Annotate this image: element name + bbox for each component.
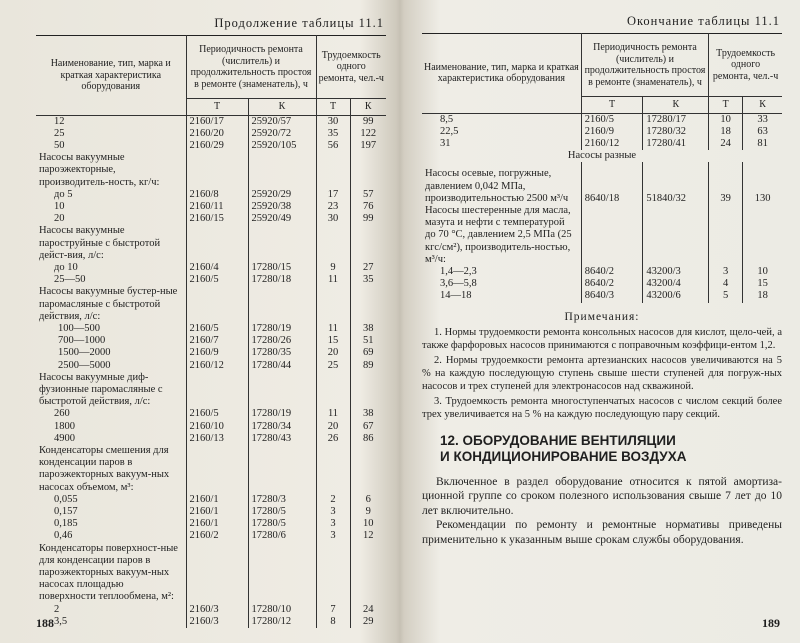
labor-k: 12 [363, 530, 374, 542]
header-name: Наименование, тип, марка и краткая характеристика оборудования [36, 36, 186, 116]
labor-t: 26 [316, 433, 350, 445]
table-row [36, 225, 386, 262]
equipment-name: 0,157 [36, 506, 186, 518]
period-t: 2160/10 [186, 421, 248, 433]
period-t: 2160/5 [186, 323, 248, 335]
period-t: 2160/1 [186, 494, 248, 506]
period-k: 17280/35 [248, 347, 316, 359]
period-t: 2160/2 [186, 530, 248, 542]
labor-k [350, 225, 386, 262]
header-period: Периодичность ремонта (числитель) и продолжительность простоя в ремонте (знаменатель), ч [186, 36, 316, 99]
labor-k: 10 [757, 265, 768, 277]
period-t: 2160/7 [186, 335, 248, 347]
header-k: К [350, 99, 386, 116]
equipment-name: Насосы вакуумные пароструйные с быстротой дейст-вия, л/с: [36, 225, 186, 262]
labor-t: 4 [709, 278, 743, 290]
period-k: 17280/32 [643, 126, 709, 138]
period-k: 25920/57 [248, 115, 316, 128]
table-row [36, 115, 386, 128]
table-row [422, 162, 782, 205]
equipment-name: 25—50 [36, 274, 186, 286]
table-row [36, 140, 386, 152]
labor-t: 10 [709, 113, 743, 126]
labor-k: 86 [363, 432, 374, 444]
note-3: 3. Трудоемкость ремонта многоступенчатых насосов с числом секций более трех увеличивается на 5 % на каждую последующую пару секций. [422, 395, 782, 420]
equipment-name: 1800 [36, 421, 186, 433]
header-name: Наименование, тип, марка и краткая характеристика оборудования [422, 34, 581, 114]
equipment-name: 3,5 [36, 616, 186, 628]
table-row [36, 189, 386, 201]
labor-k [350, 152, 386, 189]
header-t: Т [709, 97, 743, 114]
period-k: 17280/34 [248, 421, 316, 433]
labor-k: 29 [363, 615, 374, 627]
period-k: 51840/32 [643, 162, 709, 205]
period-t: 2160/13 [186, 433, 248, 445]
equipment-name: 10 [36, 201, 186, 213]
table-row [36, 274, 386, 286]
equipment-name: 1500—2000 [36, 347, 186, 359]
period-t: 2160/17 [186, 115, 248, 128]
labor-t [316, 372, 350, 409]
period-k: 17280/17 [643, 113, 709, 126]
equipment-name: 4900 [36, 433, 186, 445]
labor-k: 38 [363, 322, 374, 334]
labor-k [743, 205, 782, 266]
labor-k: 15 [757, 278, 768, 290]
period-t: 2160/4 [186, 262, 248, 274]
period-k: 25920/105 [248, 140, 316, 152]
period-k [248, 152, 316, 189]
equipment-name: 0,46 [36, 530, 186, 542]
period-k: 25920/29 [248, 189, 316, 201]
section-heading [440, 433, 782, 465]
equipment-name: Насосы вакуумные бустер-ные паромасляные с быстротой действия, л/с: [36, 286, 186, 323]
labor-t [316, 445, 350, 494]
header-labor: Трудоемкость одного ремонта, чел.-ч [709, 34, 782, 97]
labor-k: 99 [363, 115, 374, 127]
period-k: 17280/19 [248, 323, 316, 335]
period-k [643, 205, 709, 266]
period-k: 25920/38 [248, 201, 316, 213]
labor-k [350, 286, 386, 323]
labor-k: 6 [365, 493, 371, 505]
table-row [36, 347, 386, 359]
table-row [36, 152, 386, 189]
labor-t: 30 [316, 115, 350, 128]
table-row [422, 150, 782, 162]
period-t: 8640/2 [581, 266, 643, 278]
labor-k: 33 [757, 113, 768, 125]
labor-t: 18 [709, 126, 743, 138]
period-t: 2160/29 [186, 140, 248, 152]
period-k: 17280/41 [643, 138, 709, 150]
equipment-name: 100—500 [36, 323, 186, 335]
equipment-name: 14—18 [422, 290, 581, 302]
equipment-name: 2500—5000 [36, 360, 186, 372]
table-row [36, 445, 386, 494]
labor-k: 67 [363, 420, 374, 432]
right-page-number: 189 [762, 616, 780, 630]
period-k: 17280/15 [248, 262, 316, 274]
left-table [36, 35, 386, 628]
period-t: 2160/1 [186, 518, 248, 530]
table-row [36, 433, 386, 445]
header-k: К [743, 97, 782, 114]
labor-k: 76 [363, 200, 374, 212]
labor-t: 20 [316, 347, 350, 359]
labor-t [316, 286, 350, 323]
table-row [36, 262, 386, 274]
equipment-name: Конденсаторы смешения для конденсации паров в пароэжекторных вакуум-ных насосах объемом, м³: [36, 445, 186, 494]
labor-k: 99 [363, 213, 374, 225]
period-t: 8640/2 [581, 278, 643, 290]
period-k: 43200/4 [643, 278, 709, 290]
labor-t: 3 [316, 530, 350, 542]
table-row [36, 604, 386, 616]
table-row [36, 543, 386, 604]
equipment-name: 50 [36, 140, 186, 152]
header-t: Т [316, 99, 350, 116]
period-k: 17280/5 [248, 518, 316, 530]
labor-t [316, 152, 350, 189]
group-label: Насосы разные [567, 150, 637, 162]
period-k [248, 286, 316, 323]
header-t: Т [186, 99, 248, 116]
period-k: 17280/43 [248, 433, 316, 445]
period-k: 17280/10 [248, 604, 316, 616]
body-paragraph-2: Рекомендации по ремонту и ремонтные нормативы приведены применительно к указанным выше срокам службы оборудования. [422, 519, 782, 546]
period-k: 25920/72 [248, 128, 316, 140]
period-t [186, 152, 248, 189]
labor-k: 38 [363, 408, 374, 420]
equipment-name: Насосы вакуумные диф-фузионные паромасляные с быстротой действия, л/с: [36, 372, 186, 409]
table-row [422, 205, 782, 266]
table-row [422, 138, 782, 150]
period-k: 17280/19 [248, 408, 316, 420]
section-title-line-1: 12. ОБОРУДОВАНИЕ ВЕНТИЛЯЦИИ [440, 432, 676, 448]
period-t: 2160/5 [581, 113, 643, 126]
period-k: 17280/6 [248, 530, 316, 542]
table-row [422, 266, 782, 278]
period-k [248, 543, 316, 604]
equipment-name: 3,6—5,8 [422, 278, 581, 290]
labor-t: 20 [316, 421, 350, 433]
header-k: К [248, 99, 316, 116]
period-k: 43200/6 [643, 290, 709, 302]
equipment-name: до 5 [36, 189, 186, 201]
period-t: 8640/3 [581, 290, 643, 302]
labor-k [350, 543, 386, 604]
labor-t: 56 [316, 140, 350, 152]
right-continuation-label: Окончание таблицы 11.1 [626, 14, 780, 28]
table-row [422, 126, 782, 138]
equipment-name: 260 [36, 408, 186, 420]
labor-t: 25 [316, 360, 350, 372]
labor-k: 27 [363, 261, 374, 273]
period-k: 17280/3 [248, 494, 316, 506]
equipment-name: 12 [36, 115, 186, 128]
header-t: Т [581, 97, 643, 114]
period-t: 2160/9 [581, 126, 643, 138]
left-page-number: 188 [36, 616, 54, 630]
labor-t: 11 [316, 408, 350, 420]
table-row [36, 494, 386, 506]
labor-t: 2 [316, 494, 350, 506]
equipment-name: 31 [422, 138, 581, 150]
period-t: 2160/11 [186, 201, 248, 213]
labor-k: 197 [360, 139, 377, 151]
left-table-body [36, 115, 386, 628]
period-t [581, 205, 643, 266]
period-k [248, 372, 316, 409]
period-t: 2160/12 [581, 138, 643, 150]
labor-k: 63 [757, 125, 768, 137]
period-t: 2160/8 [186, 189, 248, 201]
table-row [36, 518, 386, 530]
table-row [36, 323, 386, 335]
period-k [248, 225, 316, 262]
labor-t: 15 [316, 335, 350, 347]
equipment-name: 20 [36, 213, 186, 225]
labor-k: 9 [365, 506, 371, 517]
right-table [422, 33, 782, 303]
period-t: 2160/5 [186, 408, 248, 420]
labor-t: 30 [316, 213, 350, 225]
right-page [400, 0, 800, 643]
section-title-line-2: И КОНДИЦИОНИРОВАНИЕ ВОЗДУХА [440, 448, 687, 464]
labor-k: 81 [757, 137, 768, 149]
labor-t: 11 [316, 323, 350, 335]
labor-t: 7 [316, 604, 350, 616]
equipment-name: Насосы осевые, погружные, давлением 0,042 МПа, производительностью 2500 м³/ч [422, 162, 581, 205]
period-k: 25920/49 [248, 213, 316, 225]
period-t [186, 445, 248, 494]
labor-t: 3 [316, 506, 350, 518]
notes-heading: Примечания: [564, 310, 640, 323]
labor-k: 57 [363, 188, 374, 200]
period-t: 8640/18 [581, 162, 643, 205]
period-t: 2160/15 [186, 213, 248, 225]
header-k: К [643, 97, 709, 114]
header-period: Периодичность ремонта (числитель) и продолжительность простоя в ремонте (знаменатель), ч [581, 34, 708, 97]
labor-t: 3 [709, 266, 743, 278]
note-1: 1. Нормы трудоемкости ремонта консольных насосов для кислот, щело-чей, а также фарфоровых насосов принимаются с поправочным коэффици-ентом 1,2. [422, 326, 782, 351]
labor-t: 23 [316, 201, 350, 213]
period-t [186, 225, 248, 262]
equipment-name: 22,5 [422, 126, 581, 138]
equipment-name: 700—1000 [36, 335, 186, 347]
table-row [36, 421, 386, 433]
equipment-name: 0,185 [36, 518, 186, 530]
labor-k: 35 [363, 274, 374, 286]
table-row [36, 335, 386, 347]
equipment-name: Конденсаторы поверхност-ные для конденсации паров в пароэжекторных вакуум-ных насосах площадью поверхности теплообмена, м²: [36, 543, 186, 604]
period-k: 17280/5 [248, 506, 316, 518]
table-row [36, 213, 386, 225]
equipment-name: Насосы шестеренные для масла, мазута и нефти с температурой до 70 °С, давлением 2,5 МПа (25 кгс/см²), производитель-ностью, м³/ч: [422, 205, 581, 266]
period-k: 17280/12 [248, 616, 316, 628]
table-row [36, 201, 386, 213]
labor-k: 89 [363, 359, 374, 371]
labor-t: 5 [709, 290, 743, 302]
period-t [186, 372, 248, 409]
period-t [186, 543, 248, 604]
table-row [422, 278, 782, 290]
equipment-name: 2 [36, 604, 186, 616]
labor-k: 18 [757, 290, 768, 302]
period-k [248, 445, 316, 494]
period-t [186, 286, 248, 323]
labor-t: 35 [316, 128, 350, 140]
period-t: 2160/12 [186, 360, 248, 372]
table-row [36, 616, 386, 628]
equipment-name: до 10 [36, 262, 186, 274]
labor-t: 9 [316, 262, 350, 274]
table-row [422, 290, 782, 302]
labor-k: 122 [360, 127, 377, 139]
period-k: 43200/3 [643, 266, 709, 278]
labor-t: 8 [316, 616, 350, 628]
table-row [36, 360, 386, 372]
labor-t: 11 [316, 274, 350, 286]
equipment-name: 8,5 [422, 113, 581, 126]
period-t: 2160/1 [186, 506, 248, 518]
equipment-name: Насосы вакуумные пароэжекторные, производитель-ность, кг/ч: [36, 152, 186, 189]
table-row [422, 113, 782, 126]
table-row [36, 408, 386, 420]
period-k: 17280/26 [248, 335, 316, 347]
equipment-name: 0,055 [36, 494, 186, 506]
labor-t: 24 [709, 138, 743, 150]
equipment-name: 25 [36, 128, 186, 140]
labor-k [350, 372, 386, 409]
equipment-name: 1,4—2,3 [422, 266, 581, 278]
table-row [36, 286, 386, 323]
left-continuation-label: Продолжение таблицы 11.1 [214, 16, 384, 30]
note-2: 2. Нормы трудоемкости ремонта артезианских насосов увеличиваются на 5 % на каждую последующую ступень свыше шести ступеней для погруж-ных насосов и трех ступеней для электронасосов над скважиной. [422, 354, 782, 392]
labor-t: 17 [316, 189, 350, 201]
labor-k: 10 [363, 518, 374, 530]
body-paragraph-1: Включенное в раздел оборудование относится к пятой амортиза-ционной группе со сроком полезного использования свыше 7 лет до 10 лет включительно. [422, 475, 782, 517]
labor-t [709, 205, 743, 266]
labor-k: 69 [363, 347, 374, 359]
table-row [36, 506, 386, 518]
labor-k: 24 [363, 603, 374, 615]
table-row [36, 128, 386, 140]
period-t: 2160/3 [186, 616, 248, 628]
table-row [36, 372, 386, 409]
labor-k: 51 [363, 335, 374, 347]
labor-t: 3 [316, 518, 350, 530]
labor-k [350, 445, 386, 494]
right-table-body [422, 113, 782, 303]
labor-t: 39 [709, 162, 743, 205]
period-k: 17280/44 [248, 360, 316, 372]
table-row [36, 530, 386, 542]
period-k: 17280/18 [248, 274, 316, 286]
header-labor: Трудоемкость одного ремонта, чел.-ч [316, 36, 386, 99]
period-t: 2160/20 [186, 128, 248, 140]
period-t: 2160/9 [186, 347, 248, 359]
labor-k: 130 [754, 192, 771, 204]
labor-t [316, 225, 350, 262]
labor-t [316, 543, 350, 604]
period-t: 2160/3 [186, 604, 248, 616]
period-t: 2160/5 [186, 274, 248, 286]
